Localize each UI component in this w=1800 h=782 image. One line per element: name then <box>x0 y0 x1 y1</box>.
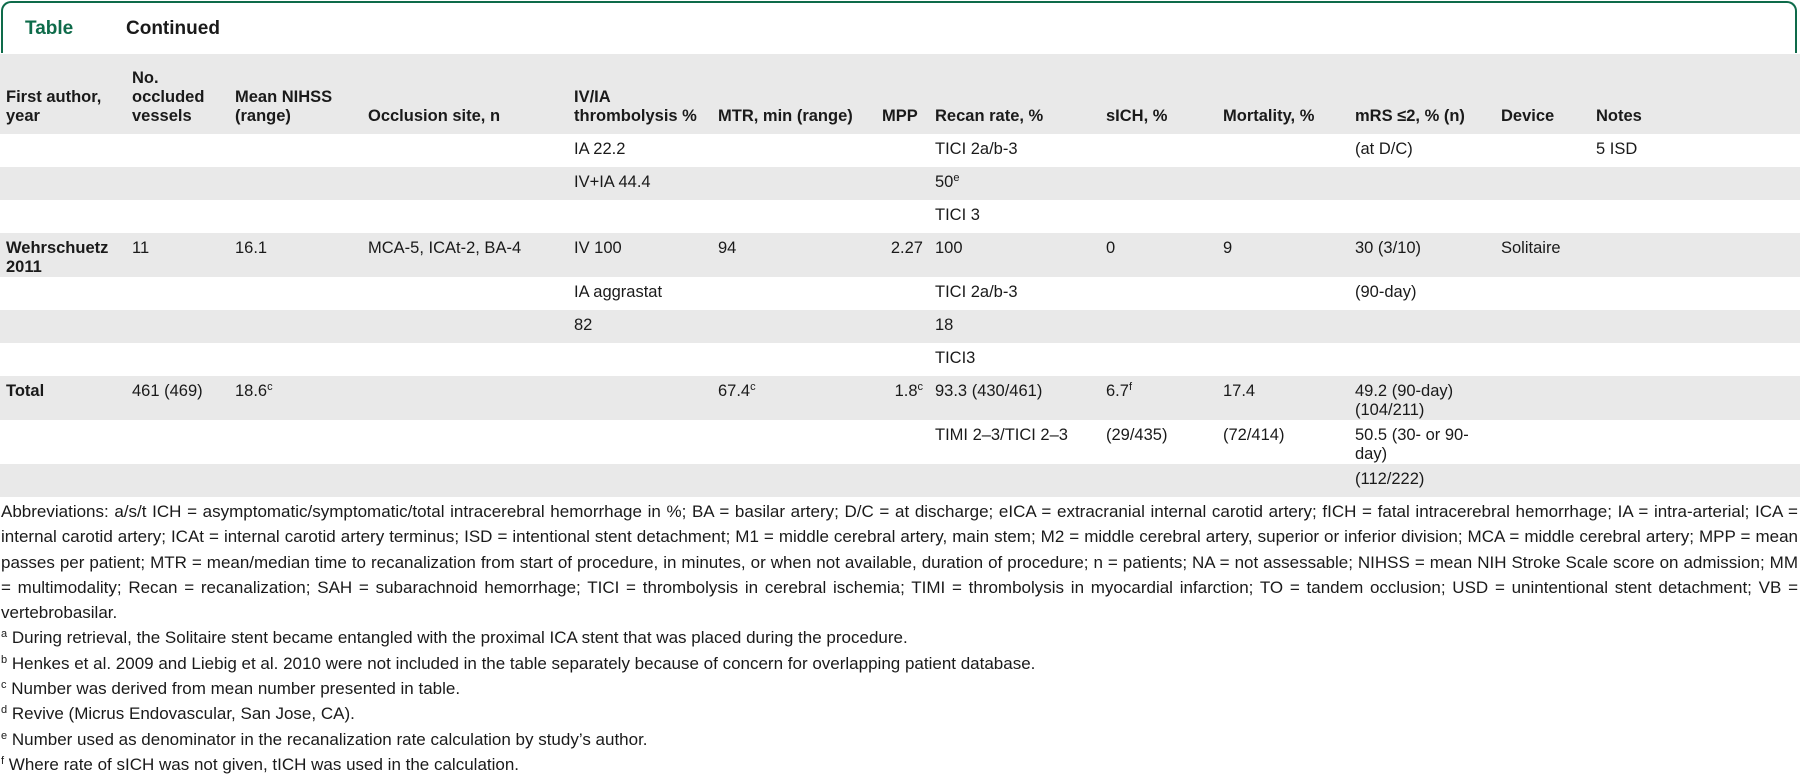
device-cell <box>1495 277 1590 310</box>
mrs-cell: 30 (3/10) <box>1349 233 1495 277</box>
sich-cell: (29/435) <box>1100 420 1217 464</box>
thrombolysis-cell: IA 22.2 <box>568 134 712 167</box>
footnote: $^c$ Number was derived from mean number presented in table. <box>1 679 461 699</box>
occlusion-site-cell <box>362 310 568 343</box>
column-header: Recan rate, % <box>929 54 1100 134</box>
recan-rate-cell: TICI 2a/b-3 <box>929 134 1100 167</box>
mrs-cell <box>1349 343 1495 376</box>
vessels-cell: 461 (469) <box>126 376 229 420</box>
mtr-cell <box>712 167 876 200</box>
author-cell <box>0 420 126 464</box>
mrs-cell <box>1349 167 1495 200</box>
mpp-cell <box>876 464 929 497</box>
mpp-cell: 2.27 <box>876 233 929 277</box>
mortality-cell: (72/414) <box>1217 420 1349 464</box>
column-header: No. occluded vessels <box>126 54 229 134</box>
sich-cell <box>1100 464 1217 497</box>
nihss-cell: 16.1 <box>229 233 362 277</box>
column-header: Mortality, % <box>1217 54 1349 134</box>
nihss-cell <box>229 343 362 376</box>
notes-cell <box>1590 464 1800 497</box>
notes-cell <box>1590 343 1800 376</box>
nihss-cell <box>229 134 362 167</box>
device-cell <box>1495 376 1590 420</box>
thrombolysis-cell <box>568 420 712 464</box>
recan-rate-cell: 18 <box>929 310 1100 343</box>
mrs-cell: (112/222) <box>1349 464 1495 497</box>
thrombolysis-cell <box>568 343 712 376</box>
mpp-cell <box>876 343 929 376</box>
notes-cell <box>1590 310 1800 343</box>
recan-rate-cell: TICI3 <box>929 343 1100 376</box>
thrombolysis-cell: IV+IA 44.4 <box>568 167 712 200</box>
vessels-cell <box>126 134 229 167</box>
occlusion-site-cell <box>362 134 568 167</box>
vessels-cell <box>126 200 229 233</box>
device-cell <box>1495 167 1590 200</box>
column-header: Notes <box>1590 54 1800 134</box>
table-row <box>0 134 1800 167</box>
vessels-cell <box>126 464 229 497</box>
column-header: First author, year <box>0 54 126 134</box>
nihss-cell <box>229 310 362 343</box>
notes-cell <box>1590 376 1800 420</box>
device-cell <box>1495 134 1590 167</box>
footnote: $^b$ Henkes et al. 2009 and Liebig et al. 2010 were not included in the table separately because of concern for overlapping patient database. <box>1 653 1036 673</box>
author-cell <box>0 464 126 497</box>
mortality-cell: 17.4 <box>1217 376 1349 420</box>
table-title-bar <box>1 1 1797 53</box>
notes-cell <box>1590 277 1800 310</box>
mortality-cell <box>1217 464 1349 497</box>
occlusion-site-cell <box>362 420 568 464</box>
thrombolysis-cell: IA aggrastat <box>568 277 712 310</box>
recan-rate-cell: TIMI 2–3/TICI 2–3 <box>929 420 1100 464</box>
vessels-cell <box>126 167 229 200</box>
recan-rate-cell: 93.3 (430/461) <box>929 376 1100 420</box>
mortality-cell <box>1217 277 1349 310</box>
vessels-cell <box>126 310 229 343</box>
mpp-cell <box>876 167 929 200</box>
column-header: mRS ≤2, % (n) <box>1349 54 1495 134</box>
column-header: Device <box>1495 54 1590 134</box>
device-cell <box>1495 343 1590 376</box>
nihss-cell <box>229 420 362 464</box>
mpp-cell <box>876 277 929 310</box>
author-cell <box>0 310 126 343</box>
table-row <box>0 167 1800 200</box>
mortality-cell: 9 <box>1217 233 1349 277</box>
table-label: Table <box>25 18 74 39</box>
mortality-cell <box>1217 134 1349 167</box>
table-row <box>0 464 1800 497</box>
sich-cell <box>1100 277 1217 310</box>
mtr-cell <box>712 343 876 376</box>
abbreviations-note: Abbreviations: a/s/t ICH = asymptomatic/symptomatic/total intracerebral hemorrhage in %; BA = basilar artery; D/C = at discharge; eICA = extracranial internal carotid artery; fICH = fatal intracerebral hemorrhage; IA = intra-arterial; ICA = internal carotid artery; ICAt = internal carotid artery terminus; ISD = intentional stent detachment; M1 = middle cerebral artery, main stem; M2 = middle cerebral artery, superior or inferior division; MCA = middle cerebral artery; MPP = mean passes per patient; MTR = mean/median time to recanalization from start of procedure, in minutes, or when not available, duration of procedure; n = patients; NA = not assessable; NIHSS = mean NIH Stroke Scale score on admission; MM = multimodality; Recan = recanalization; SAH = subarachnoid hemorrhage; TICI = thrombolysis in cerebral ischemia; TIMI = thrombolysis in myocardial infarction; TO = tandem occlusion; USD = unintentional stent detachment; VB = vertebrobasilar. <box>1 502 1798 623</box>
footnote: $^e$ Number used as denominator in the recanalization rate calculation by study’s author. <box>1 729 648 749</box>
sich-cell: 0 <box>1100 233 1217 277</box>
mpp-cell <box>876 134 929 167</box>
vessels-cell: 11 <box>126 233 229 277</box>
notes-cell <box>1590 200 1800 233</box>
occlusion-site-cell <box>362 343 568 376</box>
nihss-cell <box>229 200 362 233</box>
mrs-cell: (at D/C) <box>1349 134 1495 167</box>
mtr-cell: 94 <box>712 233 876 277</box>
footnote: $^d$ Revive (Micrus Endovascular, San Jose, CA). <box>1 704 355 724</box>
mortality-cell <box>1217 167 1349 200</box>
mrs-cell <box>1349 200 1495 233</box>
mpp-cell <box>876 420 929 464</box>
footnotes <box>1 499 1798 777</box>
mtr-cell <box>712 420 876 464</box>
author-cell <box>0 343 126 376</box>
column-header: MPP <box>876 54 929 134</box>
recan-rate-cell: TICI 2a/b-3 <box>929 277 1100 310</box>
mrs-cell <box>1349 310 1495 343</box>
mtr-cell <box>712 464 876 497</box>
column-header: Mean NIHSS (range) <box>229 54 362 134</box>
column-header: IV/IA thrombolysis % <box>568 54 712 134</box>
recan-rate-cell: 100 <box>929 233 1100 277</box>
occlusion-site-cell: MCA-5, ICAt-2, BA-4 <box>362 233 568 277</box>
recan-rate-cell <box>929 464 1100 497</box>
author-cell <box>0 167 126 200</box>
mtr-cell <box>712 200 876 233</box>
table-row <box>0 233 1800 277</box>
mtr-cell <box>712 310 876 343</box>
mrs-cell: 49.2 (90-day) (104/211) <box>1349 376 1495 420</box>
data-table <box>0 54 1800 497</box>
footnote: $^a$ During retrieval, the Solitaire stent became entangled with the proximal ICA stent that was placed during the procedure. <box>1 628 908 648</box>
vessels-cell <box>126 420 229 464</box>
table-row <box>0 310 1800 343</box>
author-cell <box>0 200 126 233</box>
thrombolysis-cell: IV 100 <box>568 233 712 277</box>
recan-rate-cell: 50e <box>929 167 1100 200</box>
mpp-cell: 1.8$^c$ <box>876 376 929 420</box>
mtr-cell <box>712 134 876 167</box>
header-row <box>0 54 1800 134</box>
sich-cell <box>1100 343 1217 376</box>
mortality-cell <box>1217 310 1349 343</box>
mortality-cell <box>1217 200 1349 233</box>
notes-cell <box>1590 233 1800 277</box>
nihss-cell: 18.6$^c$ <box>229 376 362 420</box>
device-cell <box>1495 464 1590 497</box>
occlusion-site-cell <box>362 277 568 310</box>
mpp-cell <box>876 200 929 233</box>
occlusion-site-cell <box>362 376 568 420</box>
nihss-cell <box>229 464 362 497</box>
nihss-cell <box>229 277 362 310</box>
author-cell <box>0 134 126 167</box>
table-row <box>0 376 1800 420</box>
device-cell <box>1495 200 1590 233</box>
author-cell <box>0 277 126 310</box>
mrs-cell: (90-day) <box>1349 277 1495 310</box>
mrs-cell: 50.5 (30- or 90-day) <box>1349 420 1495 464</box>
recan-rate-cell: TICI 3 <box>929 200 1100 233</box>
table-row <box>0 200 1800 233</box>
occlusion-site-cell <box>362 200 568 233</box>
sich-cell <box>1100 167 1217 200</box>
author-cell: Total <box>0 376 126 420</box>
vessels-cell <box>126 343 229 376</box>
table-row <box>0 420 1800 464</box>
occlusion-site-cell <box>362 464 568 497</box>
mpp-cell <box>876 310 929 343</box>
column-header: Occlusion site, n <box>362 54 568 134</box>
notes-cell: 5 ISD <box>1590 134 1800 167</box>
thrombolysis-cell <box>568 376 712 420</box>
thrombolysis-cell: 82 <box>568 310 712 343</box>
sich-cell <box>1100 310 1217 343</box>
mtr-cell <box>712 277 876 310</box>
occlusion-site-cell <box>362 167 568 200</box>
sich-cell <box>1100 134 1217 167</box>
sich-cell <box>1100 200 1217 233</box>
notes-cell <box>1590 420 1800 464</box>
vessels-cell <box>126 277 229 310</box>
notes-cell <box>1590 167 1800 200</box>
nihss-cell <box>229 167 362 200</box>
device-cell: Solitaire <box>1495 233 1590 277</box>
footnote: $^f$ Where rate of sICH was not given, tICH was used in the calculation. <box>1 754 520 774</box>
device-cell <box>1495 310 1590 343</box>
column-header: MTR, min (range) <box>712 54 876 134</box>
thrombolysis-cell <box>568 200 712 233</box>
device-cell <box>1495 420 1590 464</box>
sich-cell: 6.7$^f$ <box>1100 376 1217 420</box>
table-row <box>0 343 1800 376</box>
mortality-cell <box>1217 343 1349 376</box>
author-cell: Wehrschuetz 2011 <box>0 233 126 277</box>
continued-label: Continued <box>126 18 220 39</box>
thrombolysis-cell <box>568 464 712 497</box>
table-row <box>0 277 1800 310</box>
column-header: sICH, % <box>1100 54 1217 134</box>
mtr-cell: 67.4$^c$ <box>712 376 876 420</box>
